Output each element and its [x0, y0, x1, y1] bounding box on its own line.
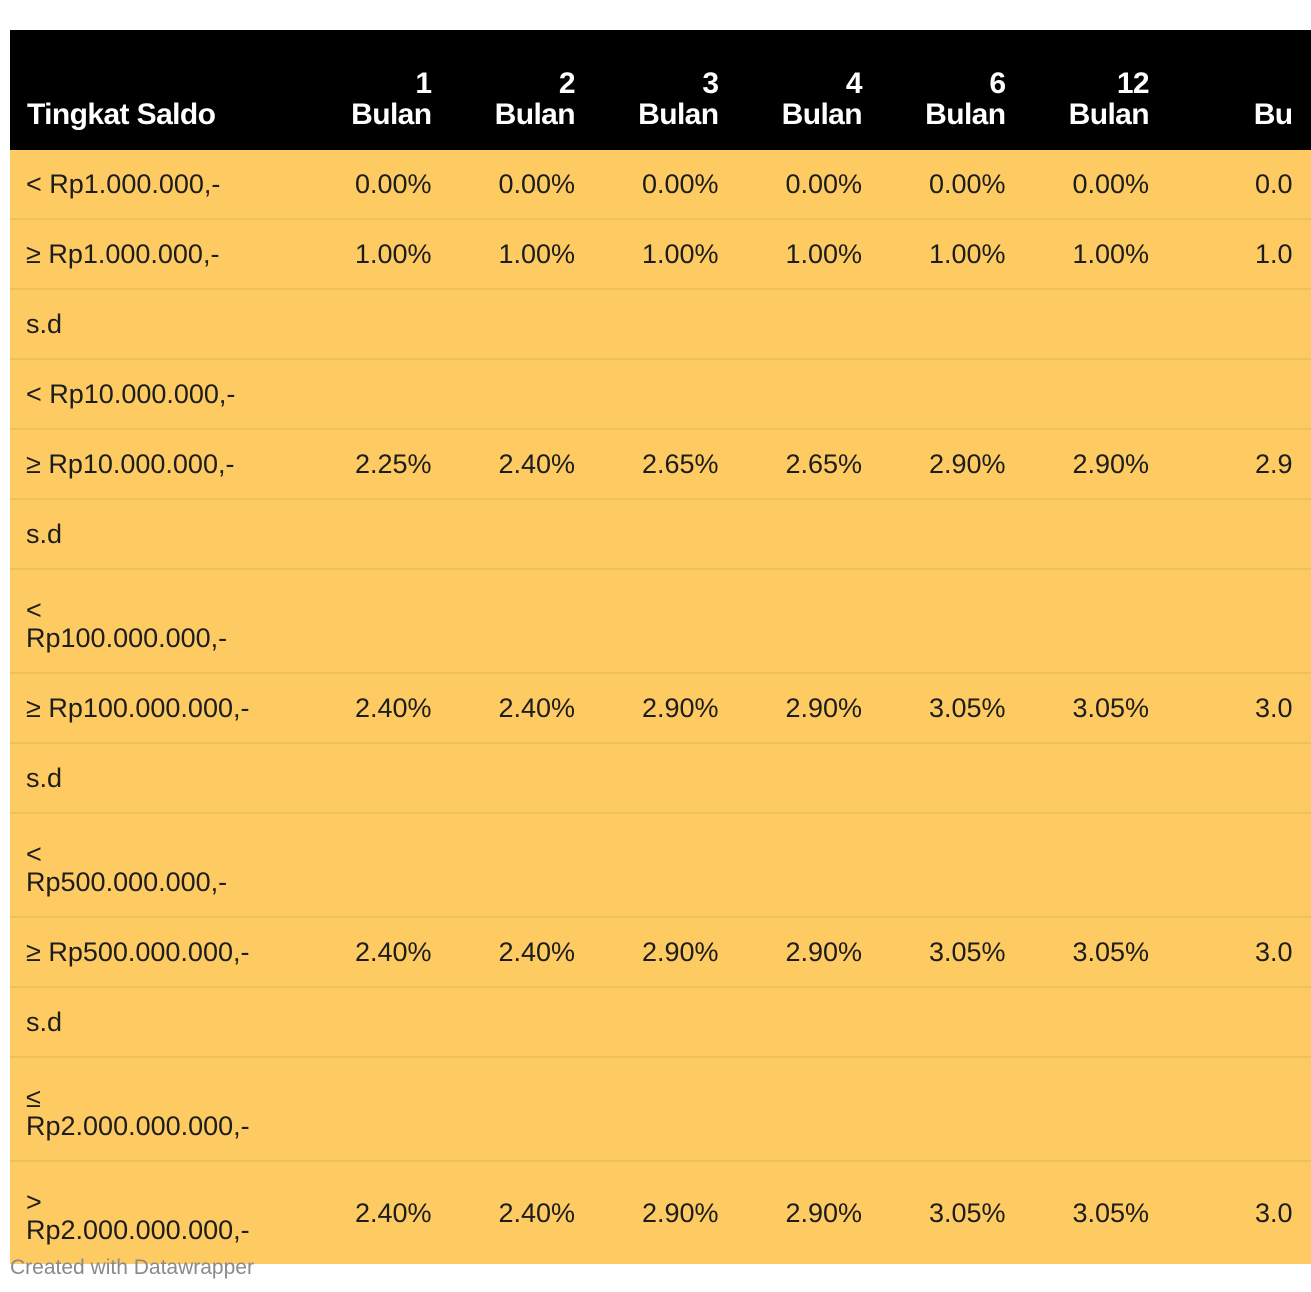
table-row	[10, 1161, 1311, 1264]
rate-cell	[1024, 289, 1168, 359]
interest-rate-table	[10, 30, 1311, 1264]
rate-cell: 3.05%	[880, 1161, 1024, 1264]
table-row	[10, 569, 1311, 673]
balance-tier-text: ≥ Rp500.000.000,-	[26, 936, 250, 967]
header-row	[10, 30, 1311, 150]
rate-cell: 2.90%	[593, 917, 737, 987]
rate-cell	[1024, 499, 1168, 569]
rate-cell: 3.05%	[880, 917, 1024, 987]
rate-cell	[306, 987, 450, 1057]
rate-cell	[737, 569, 881, 673]
table-row	[10, 813, 1311, 917]
rate-cell	[1167, 289, 1311, 359]
column-header-term: 1 Bulan	[351, 67, 432, 131]
balance-tier-text: ≥ Rp10.000.000,-	[26, 448, 235, 479]
rate-cell: 2.90%	[1024, 429, 1168, 499]
rate-cell	[1024, 359, 1168, 429]
rate-cell	[450, 359, 594, 429]
balance-tier-cell	[10, 987, 306, 1057]
rate-cell	[450, 813, 594, 917]
table-row	[10, 359, 1311, 429]
rate-cell	[880, 1057, 1024, 1161]
rate-cell: 3.05%	[1024, 917, 1168, 987]
rate-cell	[306, 1057, 450, 1161]
rate-cell: 2.65%	[593, 429, 737, 499]
rate-cell: 0.00%	[498, 168, 575, 199]
rate-cell	[450, 499, 594, 569]
balance-tier-cell	[10, 673, 306, 743]
rate-cell	[880, 987, 1024, 1057]
rate-cell: 3.0	[1167, 917, 1311, 987]
rate-cell	[1167, 569, 1311, 673]
balance-tier-text: Rp2.000.000.000,-	[26, 1111, 250, 1141]
rate-cell	[306, 743, 450, 813]
rate-cell	[1024, 813, 1168, 917]
table-row	[10, 150, 1311, 219]
rate-cell: 0.00%	[785, 168, 862, 199]
rate-cell	[737, 499, 881, 569]
rate-cell: 1.00%	[450, 219, 594, 289]
balance-tier-text: <	[26, 839, 42, 869]
rate-cell: 2.40%	[306, 1161, 450, 1264]
balance-tier-cell	[10, 1161, 306, 1264]
table-row	[10, 987, 1311, 1057]
rate-cell	[593, 987, 737, 1057]
rate-cell: 3.0	[1167, 1161, 1311, 1264]
rate-cell: 1.00%	[593, 219, 737, 289]
rate-cell: 3.0	[1167, 673, 1311, 743]
rate-cell	[737, 359, 881, 429]
balance-tier-text: ≥ Rp1.000.000,-	[26, 238, 220, 269]
balance-tier-cell	[10, 359, 306, 429]
rate-cell: 0.00%	[354, 168, 432, 199]
balance-tier-cell	[10, 499, 306, 569]
rate-cell	[593, 813, 737, 917]
table-row	[10, 743, 1311, 813]
rate-cell: 3.05%	[1024, 1161, 1168, 1264]
balance-tier-cell	[10, 219, 306, 289]
table-body	[10, 150, 1311, 1264]
rate-table-container	[10, 30, 1293, 1264]
rate-cell: 2.40%	[450, 1161, 594, 1264]
rate-cell: 1.00%	[880, 219, 1024, 289]
rate-cell	[1167, 743, 1311, 813]
balance-tier-cell	[10, 1057, 306, 1161]
rate-cell: 2.65%	[737, 429, 881, 499]
rate-cell: 2.90%	[737, 1161, 881, 1264]
balance-tier-cell	[10, 917, 306, 987]
rate-cell	[593, 569, 737, 673]
rate-cell: 2.90%	[737, 673, 881, 743]
rate-cell	[593, 359, 737, 429]
balance-tier-text: Rp500.000.000,-	[26, 867, 228, 897]
rate-cell	[737, 289, 881, 359]
rate-cell	[737, 987, 881, 1057]
rate-cell	[737, 743, 881, 813]
rate-cell: 0.0	[1254, 168, 1293, 199]
rate-cell	[450, 743, 594, 813]
column-header-term: 2 Bulan	[494, 67, 575, 131]
table-row	[10, 1057, 1311, 1161]
rate-cell	[1167, 813, 1311, 917]
rate-cell	[880, 743, 1024, 813]
balance-tier-text: Rp100.000.000,-	[26, 623, 228, 653]
rate-cell	[306, 569, 450, 673]
rate-cell	[737, 813, 881, 917]
rate-cell	[306, 289, 450, 359]
rate-cell	[880, 499, 1024, 569]
rate-cell	[306, 813, 450, 917]
rate-cell	[450, 289, 594, 359]
rate-cell	[1167, 499, 1311, 569]
balance-tier-cell	[10, 569, 306, 673]
rate-cell: 2.40%	[306, 673, 450, 743]
rate-cell	[1024, 1057, 1168, 1161]
rate-cell: 2.40%	[450, 429, 594, 499]
rate-cell	[306, 499, 450, 569]
rate-cell	[1167, 987, 1311, 1057]
table-row	[10, 673, 1311, 743]
balance-tier-cell	[10, 289, 306, 359]
balance-tier-text: < Rp1.000.000,-	[26, 168, 221, 199]
rate-cell	[1024, 743, 1168, 813]
rate-cell: 3.05%	[880, 673, 1024, 743]
balance-tier-text: s.d	[26, 762, 63, 793]
balance-tier-text: <	[26, 595, 42, 625]
rate-cell	[450, 987, 594, 1057]
rate-cell	[880, 359, 1024, 429]
balance-tier-text: ≥ Rp100.000.000,-	[26, 692, 250, 723]
balance-tier-cell	[10, 743, 306, 813]
rate-cell: 3.05%	[1024, 673, 1168, 743]
rate-cell	[593, 743, 737, 813]
rate-cell	[450, 1057, 594, 1161]
rate-cell: 1.00%	[1024, 219, 1168, 289]
rate-cell: 2.9	[1167, 429, 1311, 499]
footer-credit: Created with Datawrapper	[10, 1256, 254, 1279]
rate-cell: 1.00%	[737, 219, 881, 289]
rate-cell: 0.00%	[1072, 168, 1149, 199]
balance-tier-text: s.d	[26, 1006, 63, 1037]
rate-cell: 2.90%	[593, 1161, 737, 1264]
rate-cell: 2.90%	[880, 429, 1024, 499]
rate-cell	[1167, 1057, 1311, 1161]
balance-tier-text: s.d	[26, 308, 63, 339]
balance-tier-cell	[10, 150, 306, 219]
table-header	[10, 30, 1311, 150]
rate-cell: 2.40%	[306, 917, 450, 987]
rate-cell	[593, 499, 737, 569]
balance-tier-text: >	[26, 1187, 42, 1217]
rate-cell	[593, 1057, 737, 1161]
rate-cell: 0.00%	[928, 168, 1006, 199]
balance-tier-cell	[10, 813, 306, 917]
rate-cell: 2.40%	[450, 917, 594, 987]
balance-tier-text: s.d	[26, 518, 63, 549]
rate-cell	[1024, 987, 1168, 1057]
rate-cell	[593, 289, 737, 359]
rate-cell: 2.25%	[306, 429, 450, 499]
table-row	[10, 429, 1311, 499]
rate-cell: 2.90%	[593, 673, 737, 743]
rate-cell	[450, 569, 594, 673]
rate-cell	[737, 1057, 881, 1161]
column-header-term: 4 Bulan	[781, 67, 862, 131]
balance-tier-cell	[10, 429, 306, 499]
table-row	[10, 499, 1311, 569]
balance-tier-text: ≤	[26, 1083, 41, 1113]
rate-cell: 2.40%	[450, 673, 594, 743]
column-header-balance-tier: Tingkat Saldo	[27, 98, 216, 131]
rate-cell	[880, 289, 1024, 359]
column-header-term: 6 Bulan	[925, 67, 1006, 131]
rate-cell: 1.0	[1167, 219, 1311, 289]
rate-cell	[880, 569, 1024, 673]
rate-cell: 2.90%	[737, 917, 881, 987]
table-row	[10, 289, 1311, 359]
rate-cell: 1.00%	[306, 219, 450, 289]
rate-cell	[1167, 359, 1311, 429]
table-row	[10, 219, 1311, 289]
rate-cell	[1024, 569, 1168, 673]
column-header-term: 3 Bulan	[638, 67, 719, 131]
table-row	[10, 917, 1311, 987]
rate-cell	[306, 359, 450, 429]
balance-tier-text: < Rp10.000.000,-	[26, 378, 236, 409]
column-header-term: Bu	[1253, 98, 1293, 131]
column-header-term: 12 Bulan	[1068, 67, 1149, 131]
rate-cell: 0.00%	[641, 168, 719, 199]
balance-tier-text: Rp2.000.000.000,-	[26, 1215, 250, 1245]
rate-cell	[880, 813, 1024, 917]
